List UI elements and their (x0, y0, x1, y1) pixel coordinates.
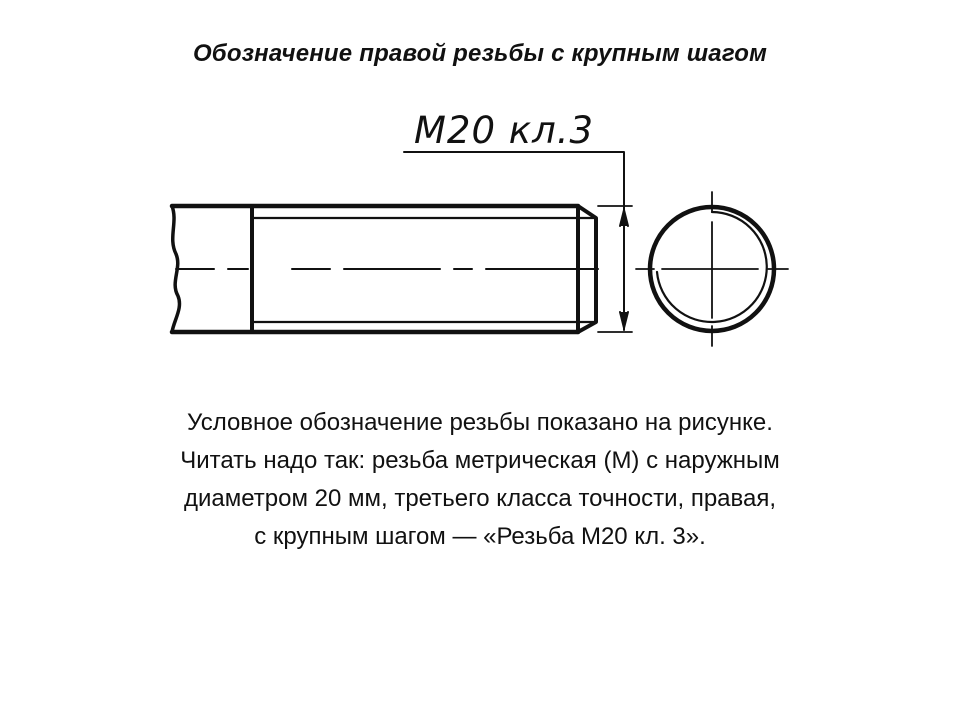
diameter-dimension (598, 206, 632, 332)
bolt-end-view (636, 192, 788, 346)
bolt-side-view (172, 206, 598, 332)
slide-title: Обозначение правой резьбы с крупным шагом (192, 40, 768, 67)
caption-line: с крупным шагом — «Резьба М20 кл. 3». (254, 523, 706, 550)
caption-line: Читать надо так: резьба метрическая (М) с наружным (180, 447, 780, 474)
caption-line: Условное обозначение резьбы показано на рисунке. (187, 409, 773, 436)
caption-line: диаметром 20 мм, третьего класса точности, правая, (183, 485, 777, 512)
designation-leader (404, 152, 624, 330)
caption-text (40, 404, 920, 556)
thread-designation-label: M20 кл.3 (414, 109, 595, 152)
